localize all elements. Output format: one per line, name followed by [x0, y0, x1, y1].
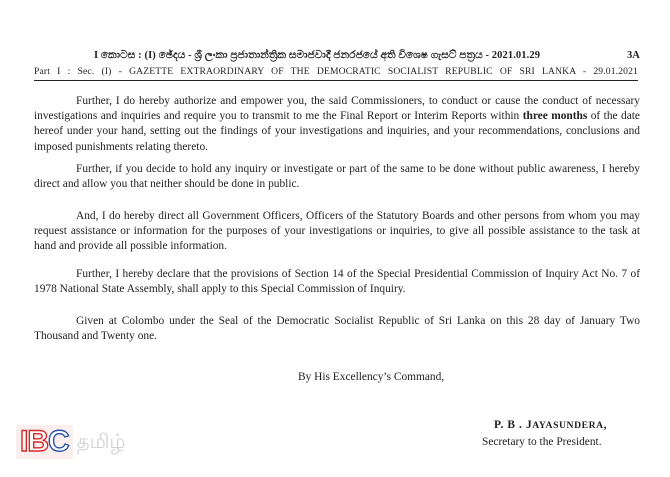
- gazette-header-sinhala: [94, 50, 640, 62]
- ibc-brand-mark: [16, 425, 73, 459]
- ibc-tamil-watermark-logo: [16, 424, 125, 460]
- signatory-initials: P. B . J: [494, 419, 533, 431]
- paragraph-given-at-colombo: Given at Colombo under the Seal of the Democratic Socialist Republic of Sri Lanka on this 28 day of January Two Thousand and Twenty one.: [34, 315, 640, 343]
- paragraph-authorization: [34, 94, 640, 155]
- brand-ib: IB: [20, 425, 48, 458]
- signatory-name: [494, 419, 607, 431]
- p1-text-before: Further, I do hereby authorize and empower you, the said Commissioners, to conduct or cause the conduct of necessary investigations and inquiries and require you to transmit to me the Final Report or Interim Reports within: [34, 95, 640, 123]
- excellency-command: By His Excellency’s Command,: [298, 371, 445, 383]
- header-sinhala-text: I කොටස : (I) ඡේදය - ශ්‍රී ලංකා ප්‍රජාතාන්ත්‍රික සමාජවාදී ජනරජයේ අති විශෙෂ ගැසට් පත්‍රය - 2021.01.29: [94, 50, 541, 61]
- gazette-header-english: Part I : Sec. (I) - GAZETTE EXTRAORDINARY OF THE DEMOCRATIC SOCIALIST REPUBLIC OF SRI LANKA - 29.01.2021: [34, 66, 638, 77]
- brand-tamil-text: தமிழ்: [76, 428, 126, 453]
- brand-c: C: [48, 425, 69, 458]
- header-divider: [34, 80, 638, 81]
- p1-text-after: of the date hereof under your hand, setting out the findings of your investigations and inquiries, and your recommendations, conclusions and imposed punishments relating thereto.: [34, 110, 640, 153]
- paragraph-assistance-direction: And, I do hereby direct all Government Officers, Officers of the Statutory Boards and other persons from whom you may request assistance or information for the purposes of your investigations or inquiries, to give all possible assistance to the task at hand and provide all possible information.: [34, 210, 640, 253]
- page-number: 3A: [626, 50, 640, 61]
- signatory-surname-smallcaps: AYASUNDERA: [532, 420, 604, 431]
- paragraph-act-provisions: Further, I hereby declare that the provisions of Section 14 of the Special Presidential Commission of Inquiry Act No. 7 of 1978 National State Assembly, shall apply to this Special Commission of Inquiry.: [34, 268, 640, 296]
- p1-bold-duration: three months: [522, 110, 588, 123]
- signatory-comma: ,: [603, 419, 608, 431]
- paragraph-public-awareness: Further, if you decide to hold any inquiry or investigate or part of the same to be done without public awareness, I hereby direct and allow you that neither should be done in public.: [34, 163, 640, 191]
- signatory-title: Secretary to the President.: [482, 436, 602, 448]
